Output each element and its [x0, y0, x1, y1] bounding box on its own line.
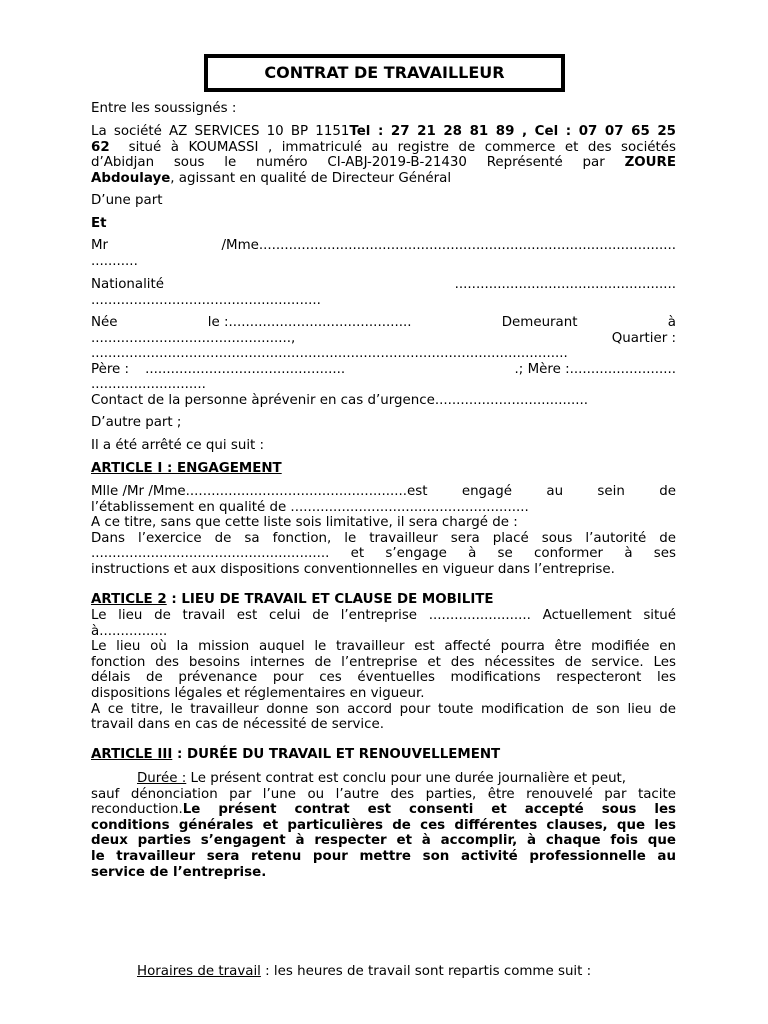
article3-heading: ARTICLE III : DURÉE DU TRAVAIL ET RENOUVELLEMENT: [91, 747, 501, 762]
nationalite-field: Nationalité .................................................... ......................................................: [91, 277, 676, 308]
dune-part: D’une part: [91, 193, 163, 208]
article2-heading: ARTICLE 2 : LIEU DE TRAVAIL ET CLAUSE DE MOBILITE: [91, 592, 494, 607]
article1-body: Mlle /Mr /Mme....................................................est engagé au sein de l’établissement en qualité de ........................................................ A ce titre, sans que cette liste sois limitative, il sera chargé de : Dans l’exercice de sa fonction, le travailleur sera placé sous l’autorité de ........................................................ et s’engage à se conformer à ses instructions et aux dispositions conventionnelles en vigueur dans l’entreprise.: [91, 484, 676, 577]
document-title: CONTRAT DE TRAVAILLEUR: [204, 54, 565, 92]
article2-body: Le lieu de travail est celui de l’entreprise ........................ Actuellement situé à................ Le lieu où la mission auquel le travailleur est affecté pourra être modifiée en fonction des besoins internes de l’entreprise et des nécessites de service. Les délais de prévenance pour ces éventuelles modifications respecteront les dispositions légales et réglementaires en vigueur. A ce titre, le travailleur donne son accord pour toute modification de son lieu de travail dans en cas de nécessité de service.: [91, 608, 676, 733]
intro-text: Entre les soussignés :: [91, 101, 237, 116]
et-label: Et: [91, 216, 107, 231]
contact-field: Contact de la personne àprévenir en cas d’urgence....................................: [91, 393, 589, 408]
arrete-text: Il a été arrêté ce qui suit :: [91, 438, 265, 453]
mr-field: Mr /Mme.................................................................................................. ...........: [91, 238, 676, 269]
article3-body: Durée : Le présent contrat est conclu pour une durée journalière et peut, sauf dénonciation par l’une ou l’autre des parties, être renouvelé par tacite reconduction.Le présent contrat est consenti et accepté sous les conditions générales et particulières de ces différentes clauses, que les deux parties s’engagent à respecter et à accomplir, à chaque fois que le travailleur sera retenu pour mettre son activité professionnelle au service de l’entreprise.: [91, 771, 676, 880]
article1-heading: ARTICLE I : ENGAGEMENT: [91, 461, 282, 476]
company-paragraph: La société AZ SERVICES 10 BP 1151Tel : 27 21 28 81 89 , Cel : 07 07 65 25 62 situé à KOUMASSI , immatriculé au registre de commerce et des sociétés d’Abidjan sous le numéro CI-ABJ-2019-B-21430 Représenté par ZOURE Abdoulaye, agissant en qualité de Directeur Général: [91, 124, 677, 186]
horaires-line: Horaires de travail : les heures de travail sont repartis comme suit :: [137, 964, 592, 979]
nee-field: Née le :........................................... Demeurant à ..............................................., Quartier : ................................................................................................................ Père : ............................................... .; Mère :......................... ...........................: [91, 315, 676, 393]
autre-part: D’autre part ;: [91, 415, 182, 430]
